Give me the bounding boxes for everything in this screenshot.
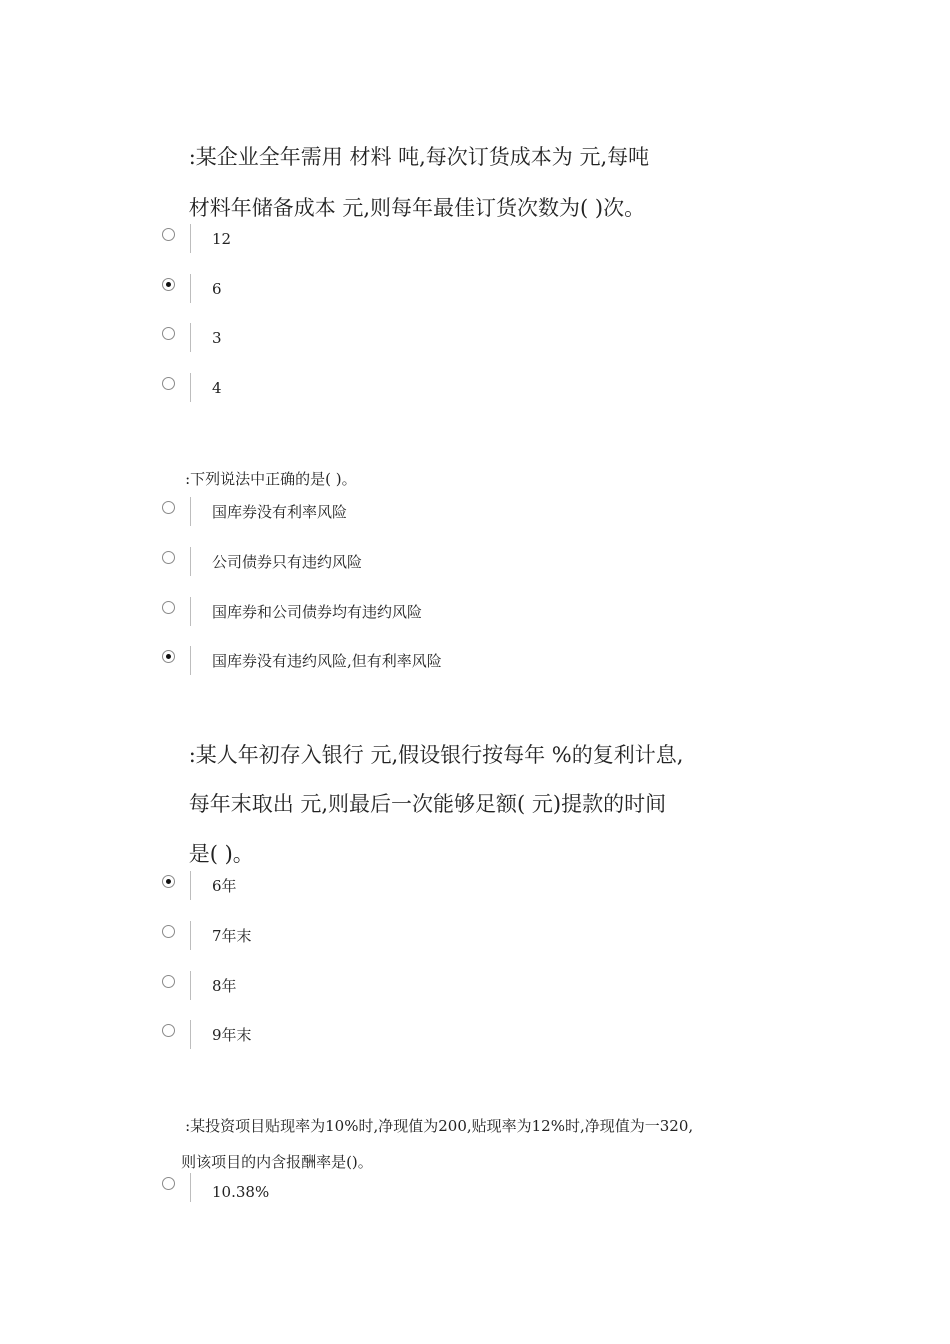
- divider: [190, 373, 191, 402]
- divider: [190, 871, 191, 900]
- radio-button-selected[interactable]: [162, 875, 175, 888]
- divider: [190, 1173, 191, 1202]
- option-label: 7年末: [212, 927, 252, 945]
- option-label: 10.38%: [212, 1183, 270, 1201]
- question-4-text-line-2: 则该项目的内含报酬率是()。: [181, 1153, 373, 1171]
- radio-button[interactable]: [162, 601, 175, 614]
- radio-button[interactable]: [162, 228, 175, 241]
- radio-button[interactable]: [162, 975, 175, 988]
- divider: [190, 547, 191, 576]
- radio-button[interactable]: [162, 925, 175, 938]
- question-4-text-line-1: :某投资项目贴现率为10%时,净现值为200,贴现率为12%时,净现值为一320,: [185, 1117, 694, 1135]
- option-label: 国库券没有违约风险,但有利率风险: [212, 652, 442, 670]
- option-label: 国库券没有利率风险: [212, 503, 348, 521]
- option-q4-a[interactable]: [159, 1173, 679, 1205]
- question-1-text-line-1: :某企业全年需用 材料 吨,每次订货成本为 元,每吨: [188, 145, 650, 169]
- option-label: 12: [212, 230, 232, 248]
- option-label: 6年: [212, 877, 237, 895]
- question-3-text-line-2: 每年末取出 元,则最后一次能够足额( 元)提款的时间: [188, 792, 667, 816]
- divider: [190, 646, 191, 675]
- radio-button-selected[interactable]: [162, 650, 175, 663]
- option-q2-a[interactable]: [159, 497, 679, 529]
- option-label: 3: [212, 329, 222, 347]
- option-q3-a[interactable]: [159, 871, 679, 903]
- option-label: 9年末: [212, 1026, 252, 1044]
- question-2-text-line-1: :下列说法中正确的是( )。: [185, 470, 357, 488]
- radio-button[interactable]: [162, 327, 175, 340]
- divider: [190, 1020, 191, 1049]
- option-q3-b[interactable]: [159, 921, 679, 953]
- option-q1-c[interactable]: [159, 323, 679, 355]
- divider: [190, 971, 191, 1000]
- option-q1-d[interactable]: [159, 373, 679, 405]
- divider: [190, 921, 191, 950]
- divider: [190, 323, 191, 352]
- question-3-text-line-3: 是( )。: [188, 842, 254, 866]
- radio-button[interactable]: [162, 1177, 175, 1190]
- option-label: 6: [212, 280, 222, 298]
- divider: [190, 497, 191, 526]
- option-q1-a[interactable]: [159, 224, 679, 256]
- option-q3-d[interactable]: [159, 1020, 679, 1052]
- option-q3-c[interactable]: [159, 971, 679, 1003]
- option-q2-c[interactable]: [159, 597, 679, 629]
- radio-button-selected[interactable]: [162, 278, 175, 291]
- radio-button[interactable]: [162, 377, 175, 390]
- option-label: 4: [212, 379, 222, 397]
- option-q2-b[interactable]: [159, 547, 679, 579]
- option-label: 公司债券只有违约风险: [212, 553, 363, 571]
- question-1-text-line-2: 材料年储备成本 元,则每年最佳订货次数为( )次。: [188, 196, 646, 220]
- question-3-text-line-1: :某人年初存入银行 元,假设银行按每年 %的复利计息,: [188, 743, 684, 767]
- radio-button[interactable]: [162, 1024, 175, 1037]
- divider: [190, 224, 191, 253]
- radio-button[interactable]: [162, 551, 175, 564]
- radio-button[interactable]: [162, 501, 175, 514]
- divider: [190, 274, 191, 303]
- option-label: 8年: [212, 977, 237, 995]
- option-q1-b[interactable]: [159, 274, 679, 306]
- option-label: 国库券和公司债券均有违约风险: [212, 603, 423, 621]
- divider: [190, 597, 191, 626]
- option-q2-d[interactable]: [159, 646, 679, 678]
